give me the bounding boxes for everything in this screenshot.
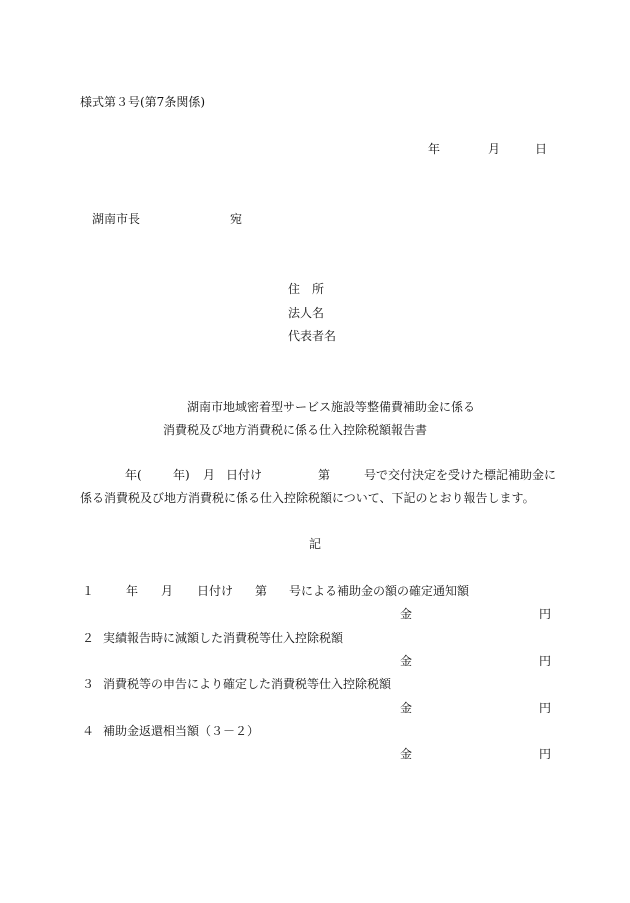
body-date: 日付け — [226, 468, 263, 482]
body-era-year: 年) — [173, 468, 190, 482]
date-day-label: 日 — [535, 142, 548, 156]
title-line-1: 湖南市地域密着型サービス施設等整備費補助金に係る — [187, 400, 476, 414]
amount-kin-label: 金 — [400, 747, 413, 761]
ki-heading: 記 — [308, 537, 321, 551]
item-label: 消費税等の申告により確定した消費税等仕入控除税額 — [103, 677, 392, 691]
item-number: １ — [82, 584, 95, 598]
item-number: ３ — [82, 677, 95, 691]
amount-yen-label: 円 — [539, 607, 552, 621]
applicant-representative-label: 代表者名 — [288, 329, 337, 343]
date-month-label: 月 — [488, 142, 501, 156]
amount-kin-label: 金 — [400, 701, 413, 715]
item-number: ４ — [82, 724, 95, 738]
applicant-corporation-label: 法人名 — [288, 306, 325, 320]
amount-kin-label: 金 — [400, 607, 413, 621]
body-line-1-rest: 号で交付決定を受けた標記補助金に — [364, 468, 557, 482]
amount-kin-label: 金 — [400, 654, 413, 668]
body-dai: 第 — [318, 468, 331, 482]
item-1-dai: 第 — [255, 584, 268, 598]
form-number: 様式第３号(第7条関係) — [80, 95, 205, 109]
title-line-2: 消費税及び地方消費税に係る仕入控除税額報告書 — [163, 423, 428, 437]
item-label: 実績報告時に減額した消費税等仕入控除税額 — [103, 631, 344, 645]
item-label: 補助金返還相当額（３－２） — [103, 724, 260, 738]
item-number: ２ — [82, 631, 95, 645]
item-1-rest: 号による補助金の額の確定通知額 — [289, 584, 470, 598]
body-year: 年( — [125, 468, 142, 482]
body-month: 月 — [203, 468, 216, 482]
amount-yen-label: 円 — [539, 747, 552, 761]
date-year-label: 年 — [428, 142, 441, 156]
amount-yen-label: 円 — [539, 701, 552, 715]
item-1-year: 年 — [126, 584, 139, 598]
applicant-address-label: 住 所 — [288, 282, 325, 296]
item-1-month: 月 — [161, 584, 174, 598]
item-1-date: 日付け — [197, 584, 234, 598]
body-line-2: 係る消費税及び地方消費税に係る仕入控除税額について、下記のとおり報告します。 — [80, 491, 535, 505]
recipient-name: 湖南市長 — [92, 212, 141, 226]
amount-yen-label: 円 — [539, 654, 552, 668]
recipient-honorific: 宛 — [230, 212, 243, 226]
